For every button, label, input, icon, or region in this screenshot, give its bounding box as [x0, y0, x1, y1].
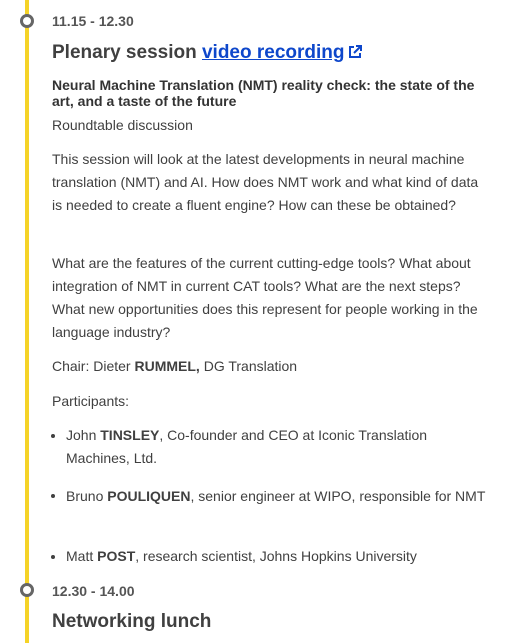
session-chair [52, 355, 297, 378]
session-title [52, 42, 362, 64]
session-title: Networking lunch [52, 611, 212, 632]
participant-surname: POULIQUEN [107, 488, 191, 504]
session-format: Roundtable discussion [52, 117, 193, 133]
chair-label: Chair: Dieter [52, 358, 131, 374]
session-subtitle: Neural Machine Translation (NMT) reality check: the state of the art, and a taste of the future [52, 77, 475, 109]
session-description-1: This session will look at the latest developments in neural machine translation (NMT) and AI. How does NMT work and what kind of data is needed to create a fluent engine? How can these be obtained? [52, 151, 479, 213]
list-bullet [51, 494, 55, 498]
video-recording-link[interactable]: video recording [202, 42, 362, 63]
session-description-2: What are the features of the current cutting-edge tools? What about integration of NMT in current CAT tools? What are the next steps? What new opportunities does this represent for people working in the language industry? [52, 255, 478, 340]
session-time: 12.30 - 14.00 [52, 583, 135, 599]
timeline-dot [20, 14, 34, 28]
participants-label: Participants: [52, 393, 130, 409]
list-bullet [51, 434, 55, 438]
participant-item: John TINSLEY, Co-founder and CEO at Iconic Translation Machines, Ltd. [66, 427, 428, 466]
participant-surname: POST [97, 548, 136, 564]
list-bullet [51, 555, 55, 559]
timeline-line [25, 0, 29, 643]
participant-item: Matt POST, research scientist, Johns Hopkins University [66, 548, 417, 564]
chair-org: DG Translation [203, 358, 298, 374]
participant-surname: TINSLEY [100, 427, 160, 443]
participant-item: Bruno POULIQUEN, senior engineer at WIPO, responsible for NMT [66, 488, 486, 504]
session-time: 11.15 - 12.30 [52, 13, 134, 29]
session-title-text: Plenary session [52, 42, 197, 63]
external-link-icon [348, 45, 362, 59]
timeline-dot [20, 583, 34, 597]
chair-surname: RUMMEL, [134, 358, 200, 374]
